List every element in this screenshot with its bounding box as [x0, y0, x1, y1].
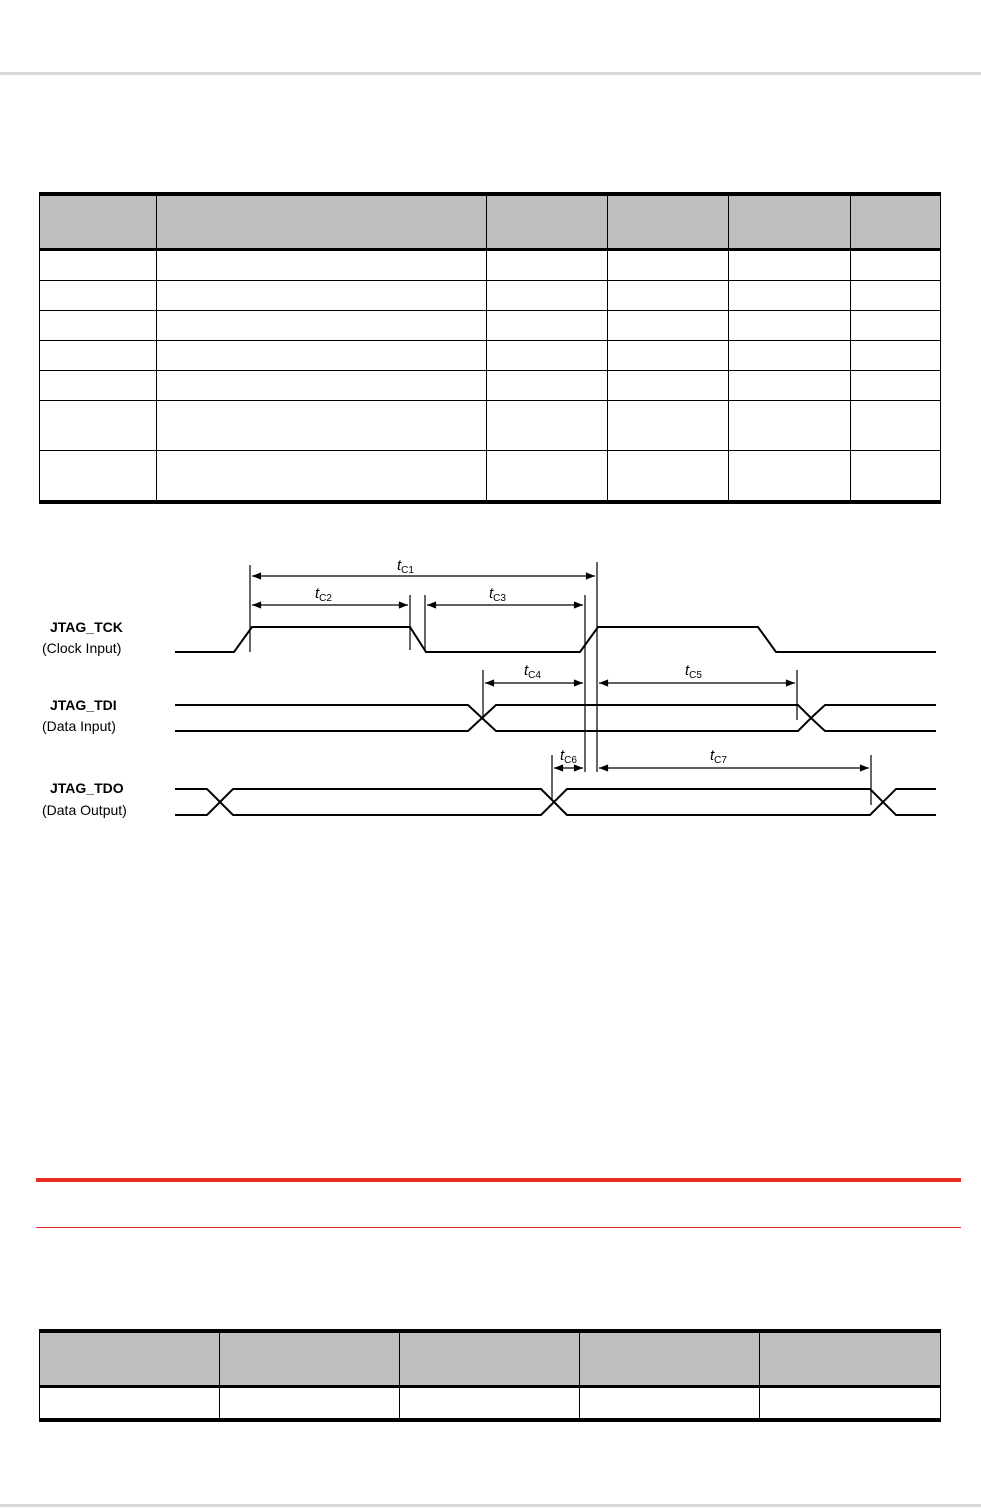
table-header-cell [851, 194, 941, 250]
table-header-cell [157, 194, 487, 250]
table-header-cell [760, 1331, 941, 1387]
table-row [40, 401, 941, 451]
tdi-waveform [175, 705, 936, 731]
tc6-label: $t_{C6}$ [560, 747, 577, 766]
tck-signal-name: JTAG_TCK [50, 619, 123, 635]
tc2-label: $t_{C2}$ [315, 585, 332, 604]
table-header-cell [729, 194, 851, 250]
section-heading-underline [36, 1227, 961, 1228]
table-header-cell [220, 1331, 400, 1387]
footer-divider [0, 1504, 981, 1507]
tdo-signal-desc: (Data Output) [42, 802, 127, 818]
section-heading-rule [36, 1178, 961, 1182]
table-row [40, 341, 941, 371]
tck-waveform [175, 627, 936, 652]
tc4-label: $t_{C4}$ [524, 662, 541, 681]
table-header-cell [608, 194, 729, 250]
table-header-cell [400, 1331, 580, 1387]
tc5-label: $t_{C5}$ [685, 662, 702, 681]
table-header-row [40, 194, 941, 250]
table-row [40, 250, 941, 281]
table-header-cell [40, 1331, 220, 1387]
table-row [40, 371, 941, 401]
table-row [40, 1387, 941, 1421]
summary-table [39, 1329, 941, 1422]
header-divider [0, 72, 981, 75]
table-header-row [40, 1331, 941, 1387]
tc3-label: $t_{C3}$ [489, 585, 506, 604]
table-row [40, 311, 941, 341]
table-row [40, 281, 941, 311]
table-row [40, 451, 941, 503]
table-header-cell [487, 194, 608, 250]
tdo-waveform [175, 789, 936, 815]
tdi-signal-desc: (Data Input) [42, 718, 116, 734]
tdo-signal-name: JTAG_TDO [50, 780, 124, 796]
tck-signal-desc: (Clock Input) [42, 640, 122, 656]
tdi-signal-name: JTAG_TDI [50, 697, 117, 713]
jtag-timing-table [39, 192, 941, 504]
tc1-label: $t_{C1}$ [397, 557, 414, 576]
jtag-timing-diagram [30, 550, 950, 840]
tc7-label: $t_{C7}$ [710, 747, 727, 766]
table-header-cell [580, 1331, 760, 1387]
table-header-cell [40, 194, 157, 250]
